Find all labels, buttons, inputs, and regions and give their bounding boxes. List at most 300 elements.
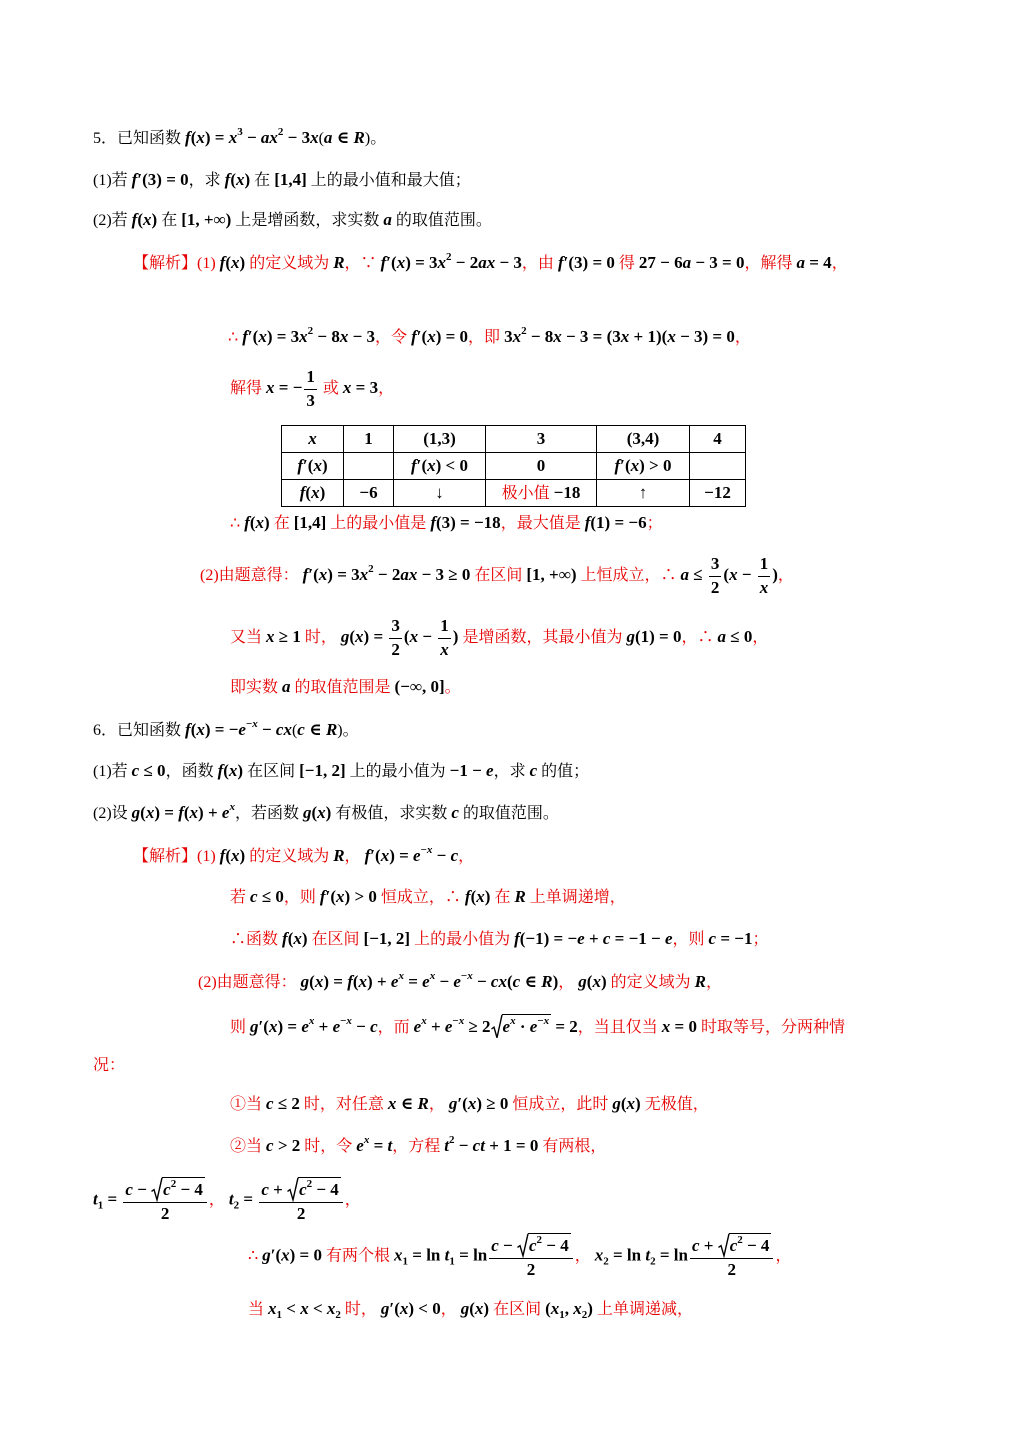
solution-text: ，最大值是 xyxy=(500,515,585,532)
table-cell xyxy=(486,426,597,453)
math-expr: f′(3) = 0 xyxy=(131,170,189,189)
superscript: −x xyxy=(452,1015,465,1027)
solution-text: 有两根， xyxy=(538,1138,607,1155)
table-cell xyxy=(344,453,394,480)
solution-text: 的定义域为 xyxy=(606,974,695,991)
superscript: 2 xyxy=(170,1178,177,1190)
math-expr: [1, +∞) xyxy=(526,565,577,585)
table-cell xyxy=(344,480,394,507)
math-expr: R xyxy=(514,887,526,906)
math-expr: f(x) xyxy=(224,170,251,189)
math-expr: x xyxy=(594,1245,604,1265)
math-expr: c ∈ R xyxy=(297,720,338,739)
solution-text: 上恒成立，∴ xyxy=(576,567,681,585)
solution-text: (2)由题意得： xyxy=(198,974,301,991)
solution-text: 。 xyxy=(444,679,461,696)
solution-text: 【解析】(1) xyxy=(133,848,220,865)
superscript: 2 xyxy=(446,251,452,263)
math-expr: g(x) xyxy=(302,803,332,822)
math-expr: − ct + 1 = 0 xyxy=(454,1136,539,1155)
fraction xyxy=(304,367,317,412)
solution-text: 是增函数，其最小值为 xyxy=(458,629,627,647)
superscript: 2 xyxy=(307,325,314,337)
superscript: x xyxy=(429,970,436,982)
fraction-numerator xyxy=(758,554,771,576)
superscript: x xyxy=(308,1015,315,1027)
fraction xyxy=(758,554,771,599)
subscript: 2 xyxy=(233,1199,240,1212)
table-cell xyxy=(690,453,746,480)
math-expr: f(x) = −e xyxy=(185,720,246,739)
text-run: )。 xyxy=(364,130,387,147)
math-expr: g′(x) < 0 xyxy=(380,1299,441,1318)
q5-solution-line-7 xyxy=(230,676,461,699)
math-expr: f(x) xyxy=(219,846,246,865)
text-run: (1)若 xyxy=(93,172,132,189)
math-expr: (x xyxy=(545,1299,560,1318)
math-expr: , x xyxy=(564,1299,582,1318)
table-row xyxy=(282,480,746,507)
math-expr: 2 xyxy=(727,1260,736,1279)
q6-stem xyxy=(93,719,359,742)
superscript: 2 xyxy=(521,325,527,337)
solution-text: 的定义域为 xyxy=(245,255,334,272)
solution-text: 时， xyxy=(300,629,341,647)
solution-text: ，当且仅当 xyxy=(577,1019,662,1036)
fraction-numerator xyxy=(438,616,451,638)
math-expr: f′(x) = 3x xyxy=(380,253,447,272)
q5-solution-line-3 xyxy=(230,367,394,412)
math-expr: g(x) xyxy=(460,1299,490,1318)
math-expr: 0 xyxy=(536,455,546,475)
solution-text: ， xyxy=(734,329,751,346)
math-expr: f′(x) = e xyxy=(364,846,421,865)
math-expr: a ≤ xyxy=(680,565,707,585)
text-run: 上是增函数，求实数 xyxy=(231,212,384,229)
solution-text: ， xyxy=(344,1191,361,1209)
fraction-denominator xyxy=(259,1202,342,1225)
superscript: x xyxy=(510,1015,516,1027)
solution-text: 时， xyxy=(340,1301,381,1318)
math-expr: − 4 xyxy=(742,1236,770,1255)
math-expr: x xyxy=(308,428,317,448)
text-run: (2)若 xyxy=(93,212,132,229)
math-expr: · e xyxy=(515,1017,538,1036)
square-root xyxy=(718,1233,772,1257)
solution-text: ， xyxy=(378,380,395,398)
solution-text: 的定义域为 xyxy=(245,848,334,865)
table-cell xyxy=(282,480,344,507)
text-run: 的值； xyxy=(537,763,590,780)
square-root xyxy=(287,1177,341,1201)
math-expr: − 8x − 3 = (3x + 1)(x − 3) = 0 xyxy=(526,327,735,346)
text-run: 的取值范围。 xyxy=(391,212,492,229)
math-expr: t xyxy=(444,1136,449,1155)
fraction-denominator xyxy=(123,1202,206,1225)
solution-text: ； xyxy=(646,515,663,532)
solution-text: 时取等号，分两种情 xyxy=(696,1019,845,1036)
subscript: 2 xyxy=(650,1255,656,1268)
table-cell xyxy=(394,480,486,507)
solution-text: 则 xyxy=(230,1019,251,1036)
solution-text: 上单调递增， xyxy=(525,889,626,906)
math-expr: e xyxy=(413,1017,422,1036)
math-expr: − e xyxy=(435,972,461,991)
math-expr: (3,4) xyxy=(626,428,660,448)
q6-solution-line-2 xyxy=(230,886,626,909)
math-expr: f(1) = −6 xyxy=(584,513,647,532)
subscript: 1 xyxy=(402,1255,409,1268)
solution-text: ， xyxy=(775,1247,792,1265)
q6-solution-line-7 xyxy=(230,1093,709,1116)
square-root xyxy=(491,1014,552,1039)
math-expr: f′(x) < 0 xyxy=(411,455,468,475)
math-expr: a ≤ 0 xyxy=(717,627,753,647)
text-run: ，求 xyxy=(188,172,225,189)
math-expr: f′(x) = 3x xyxy=(302,565,369,585)
superscript: 2 xyxy=(277,126,284,138)
solution-text: ； xyxy=(752,931,769,948)
math-expr: c > 2 xyxy=(266,1136,301,1155)
math-expr: 1 xyxy=(364,428,373,448)
math-expr: c − xyxy=(125,1180,152,1199)
solution-text: ∴ xyxy=(230,515,245,532)
math-expr: (−∞, 0] xyxy=(394,677,445,696)
solution-text: ， xyxy=(208,1191,229,1209)
math-expr: 2 xyxy=(296,1204,306,1223)
subscript: 1 xyxy=(97,1199,104,1212)
text-run: 上的最小值和最大值； xyxy=(306,172,471,189)
solution-text: 恒成立，∴ xyxy=(376,889,465,906)
math-expr: [1, +∞) xyxy=(181,210,232,229)
math-expr: 3 xyxy=(710,554,720,573)
solution-text: ， xyxy=(458,848,475,865)
q6-solution-line-3 xyxy=(230,928,768,951)
math-expr: − 2ax − 3 ≥ 0 xyxy=(373,565,471,585)
radical-sign-icon xyxy=(517,1233,528,1257)
table-cell xyxy=(486,480,597,507)
superscript: 2 xyxy=(448,1134,455,1146)
radicand xyxy=(528,1233,571,1257)
math-expr: f(3) = −18 xyxy=(430,513,501,532)
fraction-denominator xyxy=(438,638,451,661)
math-expr: − 4 xyxy=(176,1180,203,1199)
solution-text: ，令 xyxy=(375,329,412,346)
solution-text: ， xyxy=(752,629,769,647)
solution-text: ， xyxy=(558,974,579,991)
fraction-denominator xyxy=(304,389,317,412)
math-expr: (x − xyxy=(723,565,756,585)
q6-solution-line-10 xyxy=(248,1233,791,1281)
math-expr: a ∈ R xyxy=(323,128,365,147)
radical-sign-icon xyxy=(151,1177,162,1201)
math-expr: a xyxy=(383,210,392,229)
math-expr: 2 xyxy=(160,1204,170,1223)
math-expr: f(x) xyxy=(299,482,326,502)
solution-text: 时，对任意 xyxy=(299,1096,388,1113)
solution-text: ， xyxy=(831,255,848,272)
text-run: 上的最小值为 xyxy=(345,763,450,780)
fraction-numerator xyxy=(489,1233,572,1258)
math-expr: x ∈ R xyxy=(387,1094,429,1113)
table-cell xyxy=(597,426,690,453)
math-expr: g′(x) = 0 xyxy=(262,1245,322,1265)
fraction-denominator xyxy=(690,1258,773,1281)
math-expr: 1 xyxy=(440,616,449,635)
solution-text: 时，令 xyxy=(300,1138,357,1155)
math-expr: −12 xyxy=(704,482,731,502)
solution-text: 【解析】(1) xyxy=(133,255,220,272)
radicand xyxy=(162,1177,205,1201)
fraction-denominator xyxy=(709,576,722,599)
math-expr: = e xyxy=(403,972,430,991)
math-expr: 3 xyxy=(391,616,400,635)
superscript: x xyxy=(398,970,404,982)
solution-text: 上单调递减， xyxy=(592,1301,693,1318)
fraction xyxy=(259,1177,342,1225)
superscript: −x xyxy=(537,1015,550,1027)
math-expr: c ≤ 2 xyxy=(266,1094,300,1113)
superscript: 2 xyxy=(737,1234,743,1246)
text-run: ( xyxy=(291,722,298,739)
solution-text: 在 xyxy=(490,889,515,906)
q6-solution-line-8 xyxy=(230,1135,606,1158)
math-expr: g(x) = f(x) + e xyxy=(300,972,399,991)
text-run: (1)若 xyxy=(93,763,132,780)
math-expr: 27 − 6a − 3 = 0 xyxy=(638,253,745,272)
fraction xyxy=(709,554,722,599)
radical-sign-icon xyxy=(718,1233,729,1257)
math-expr: a = 4 xyxy=(796,253,832,272)
math-expr: = 2 xyxy=(551,1017,578,1036)
text-run: 有极值，求实数 xyxy=(331,805,452,822)
math-expr: − cx xyxy=(472,972,507,991)
math-expr: − 8x − 3 xyxy=(313,327,376,346)
solution-text: ①当 xyxy=(230,1096,267,1113)
subscript: 2 xyxy=(581,1309,588,1321)
solution-text: ，即 xyxy=(468,329,505,346)
fraction xyxy=(438,616,451,661)
math-expr: 3 xyxy=(536,428,546,448)
solution-text: 极小值 xyxy=(501,484,554,502)
radical-sign-icon xyxy=(491,1014,502,1039)
superscript: 2 xyxy=(368,563,374,576)
subscript: 2 xyxy=(603,1255,609,1268)
math-expr: x = 0 xyxy=(661,1017,697,1036)
math-expr: c − xyxy=(491,1236,517,1255)
radicand xyxy=(502,1014,552,1038)
solution-text: ，则 xyxy=(283,889,320,906)
solution-text: ∴函数 xyxy=(230,931,283,948)
math-expr: = xyxy=(239,1189,258,1209)
table-cell xyxy=(394,426,486,453)
q6-part2 xyxy=(93,802,559,825)
fraction-numerator xyxy=(259,1177,342,1202)
solution-text: 况： xyxy=(93,1057,126,1074)
math-expr: −18 xyxy=(553,482,581,502)
q5-solution-line-1 xyxy=(133,252,848,275)
math-expr: f(x) xyxy=(217,761,244,780)
math-expr: c xyxy=(729,1236,738,1255)
math-expr: g(1) = 0 xyxy=(626,627,682,647)
math-expr: (x − xyxy=(403,627,437,647)
superscript: −x xyxy=(245,718,258,730)
math-expr: = ln t xyxy=(608,1245,651,1265)
math-expr: [1,4] xyxy=(274,170,307,189)
fraction-numerator xyxy=(389,616,402,638)
solution-text: ，∵ xyxy=(344,255,381,272)
solution-text: ∴ xyxy=(248,1247,263,1265)
solution-text: 在 xyxy=(269,515,294,532)
math-expr: e xyxy=(356,1136,364,1155)
math-expr: x xyxy=(759,578,769,597)
radical-sign-icon xyxy=(287,1177,298,1201)
q5-sign-table xyxy=(281,425,746,507)
math-expr: a xyxy=(282,677,291,696)
q6-solution-line-4 xyxy=(198,971,722,994)
solution-text: ，∴ xyxy=(681,629,718,647)
math-expr: x xyxy=(268,1299,277,1318)
subscript: 1 xyxy=(559,1309,565,1321)
math-expr: = t xyxy=(369,1136,393,1155)
superscript: x xyxy=(421,1015,427,1027)
solution-text: 在区间 xyxy=(470,567,527,585)
math-expr: < x < x xyxy=(282,1299,336,1318)
math-expr: f′(x) > 0 xyxy=(319,887,377,906)
math-expr: f′(x) = 0 xyxy=(411,327,469,346)
math-expr: 2 xyxy=(526,1260,536,1279)
math-expr: − 4 xyxy=(542,1236,569,1255)
q5-solution-line-4 xyxy=(230,512,663,535)
math-expr: − 4 xyxy=(312,1180,339,1199)
square-root xyxy=(151,1177,205,1201)
math-expr: ) xyxy=(452,627,459,647)
math-expr: f(x) xyxy=(244,513,270,532)
solution-text: ， xyxy=(777,567,794,585)
text-run: ，若函数 xyxy=(234,805,303,822)
math-expr: [−1, 2] xyxy=(299,761,346,780)
solution-text: 当 xyxy=(248,1301,269,1318)
fraction-numerator xyxy=(304,367,317,389)
solution-text: (2)由题意得： xyxy=(200,567,303,585)
superscript: −x xyxy=(460,970,473,982)
math-expr: c + xyxy=(691,1236,718,1255)
text-run: 6．已知函数 xyxy=(93,722,186,739)
superscript: 3 xyxy=(237,126,243,138)
math-expr: c xyxy=(528,1236,537,1255)
subscript: 1 xyxy=(449,1255,455,1268)
subscript: 1 xyxy=(276,1309,283,1321)
q5-stem xyxy=(93,127,386,150)
q6-solution-line-6 xyxy=(93,1055,125,1077)
solution-text: ，解得 xyxy=(744,255,797,272)
text-run: ，函数 xyxy=(165,763,218,780)
text-run: 的取值范围。 xyxy=(458,805,559,822)
solution-text: 若 xyxy=(230,889,251,906)
text-run: ( xyxy=(318,130,324,147)
math-expr: c ≤ 0 xyxy=(131,761,166,780)
subscript: 2 xyxy=(335,1309,341,1321)
q5-part1 xyxy=(93,169,471,192)
math-expr: − cx xyxy=(257,720,292,739)
math-expr: 2 xyxy=(710,578,720,597)
math-expr: 1 xyxy=(759,554,769,573)
math-expr: = ln xyxy=(454,1245,488,1265)
math-expr: (1,3) xyxy=(423,428,456,448)
solution-text: 在区间 xyxy=(307,931,364,948)
math-expr: ≥ 2 xyxy=(464,1017,491,1036)
math-expr: [1,4] xyxy=(293,513,327,532)
math-expr: g(x) = xyxy=(340,627,388,647)
text-run: 在 xyxy=(157,212,182,229)
q6-solution-line-5 xyxy=(230,1014,845,1039)
solution-text: ， xyxy=(574,1247,595,1265)
q5-solution-line-5 xyxy=(200,554,794,599)
solution-text: ，而 xyxy=(377,1019,414,1036)
math-expr: f′(3) = 0 xyxy=(557,253,615,272)
table-cell xyxy=(344,426,394,453)
solution-text: 在区间 xyxy=(489,1301,546,1318)
math-expr: −6 xyxy=(359,482,378,502)
math-expr: (c ∈ R) xyxy=(506,972,559,991)
superscript: x xyxy=(363,1134,370,1146)
table-cell xyxy=(690,480,746,507)
solution-text: ， xyxy=(440,1301,461,1318)
fraction xyxy=(389,616,402,661)
math-expr: f′(x) xyxy=(297,455,328,475)
solution-text: ， xyxy=(344,848,365,865)
table-row xyxy=(282,453,746,480)
fraction-numerator xyxy=(709,554,722,576)
fraction xyxy=(123,1177,206,1225)
math-expr: f(x) = x xyxy=(185,128,238,147)
math-expr: − c xyxy=(351,1017,378,1036)
math-expr: x = − xyxy=(266,378,303,398)
solution-text: 又当 xyxy=(230,629,267,647)
math-expr: 2 xyxy=(391,640,400,659)
math-expr: 1 xyxy=(306,367,315,386)
solution-text: 上的最小值是 xyxy=(326,515,431,532)
table-cell xyxy=(597,480,690,507)
solution-text: 即实数 xyxy=(230,679,283,696)
solution-text: ∴ xyxy=(228,329,243,346)
solution-text: 的取值范围是 xyxy=(290,679,395,696)
math-expr: g(x) xyxy=(612,1094,641,1113)
fraction xyxy=(690,1233,773,1281)
text-run: 5．已知函数 xyxy=(93,130,186,147)
math-expr: t xyxy=(228,1189,234,1209)
solution-text: 恒成立，此时 xyxy=(508,1096,613,1113)
table-cell xyxy=(690,426,746,453)
table-cell xyxy=(394,453,486,480)
q5-solution-line-6 xyxy=(230,616,768,661)
q6-solution-line-1 xyxy=(133,845,474,868)
solution-text: ②当 xyxy=(230,1138,267,1155)
math-expr: c xyxy=(163,1180,171,1199)
radicand xyxy=(729,1233,772,1257)
superscript: x xyxy=(229,801,235,813)
table-row xyxy=(282,426,746,453)
math-expr: − ax xyxy=(242,128,278,147)
math-expr: − 3x xyxy=(283,128,319,147)
math-expr: c = −1 xyxy=(708,929,753,948)
solution-text: 或 xyxy=(318,380,343,398)
table-cell xyxy=(282,453,344,480)
math-expr: g′(x) ≥ 0 xyxy=(448,1094,509,1113)
math-expr: c xyxy=(529,761,538,780)
math-expr: x = 3 xyxy=(342,378,379,398)
math-expr: ↑ xyxy=(638,482,648,502)
